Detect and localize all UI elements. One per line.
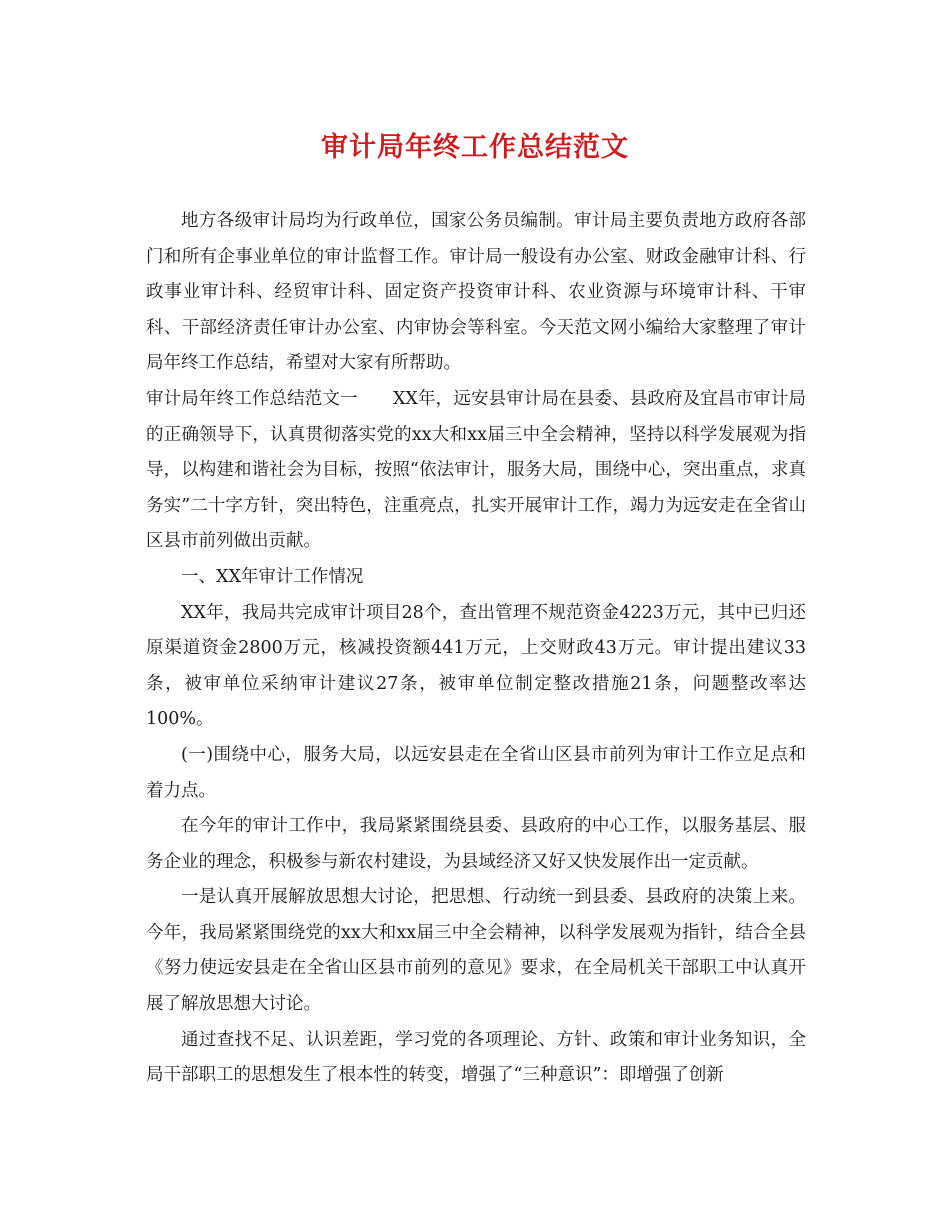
document-title: 审计局年终工作总结范文 (321, 132, 629, 163)
subsection-heading-1: (一)围绕中心，服务大局，以远安县走在全省山区县市前列为审计工作立足点和着力点。 (146, 744, 806, 801)
paragraph-results: 通过查找不足、认识差距，学习党的各项理论、方针、政策和审计业务知识，全局干部职工的思想发生了根本性的转变，增强了“三种意识”：即增强了创新 (146, 1029, 806, 1086)
paragraph-point-one: 一是认真开展解放思想大讨论，把思想、行动统一到县委、县政府的决策上来。今年，我局紧紧围绕党的xx大和xx届三中全会精神，以科学发展观为指针，结合全县《努力使远安县走在全省山区县市前列的意见》要求，在全局机关干部职工中认真开展了解放思想大讨论。 (146, 887, 806, 1015)
paragraph-sample-one: 审计局年终工作总结范文一 XX年，远安县审计局在县委、县政府及宜昌市审计局的正确领导下，认真贯彻落实党的xx大和xx届三中全会精神，坚持以科学发展观为指导，以构建和谐社会为目标，按照“依法审计，服务大局，围绕中心，突出重点，求真务实”二十字方针，突出特色，注重亮点，扎实开展审计工作，竭力为远安走在全省山区县市前列做出贡献。 (146, 388, 806, 552)
section-heading-1: 一、XX年审计工作情况 (181, 566, 364, 587)
paragraph-intro: 地方各级审计局均为行政单位，国家公务员编制。审计局主要负责地方政府各部门和所有企事业单位的审计监督工作。审计局一般设有办公室、财政金融审计科、行政事业审计科、经贸审计科、固定资产投资审计科、农业资源与环境审计科、干审科、干部经济责任审计办公室、内审协会等科室。今天范文网小编给大家整理了审计局年终工作总结，希望对大家有所帮助。 (146, 211, 806, 374)
paragraph-audit-stats: XX年，我局共完成审计项目28个，查出管理不规范资金4223万元，其中已归还原渠道资金2800万元，核减投资额441万元，上交财政43万元。审计提出建议33条，被审单位采纳审计建议27条，被审单位制定整改措施21条，问题整改率达100%。 (146, 602, 806, 730)
document-body (146, 204, 806, 1094)
paragraph-service: 在今年的审计工作中，我局紧紧围绕县委、县政府的中心工作，以服务基层、服务企业的理念，积极参与新农村建设，为县域经济又好又快发展作出一定贡献。 (146, 816, 806, 872)
